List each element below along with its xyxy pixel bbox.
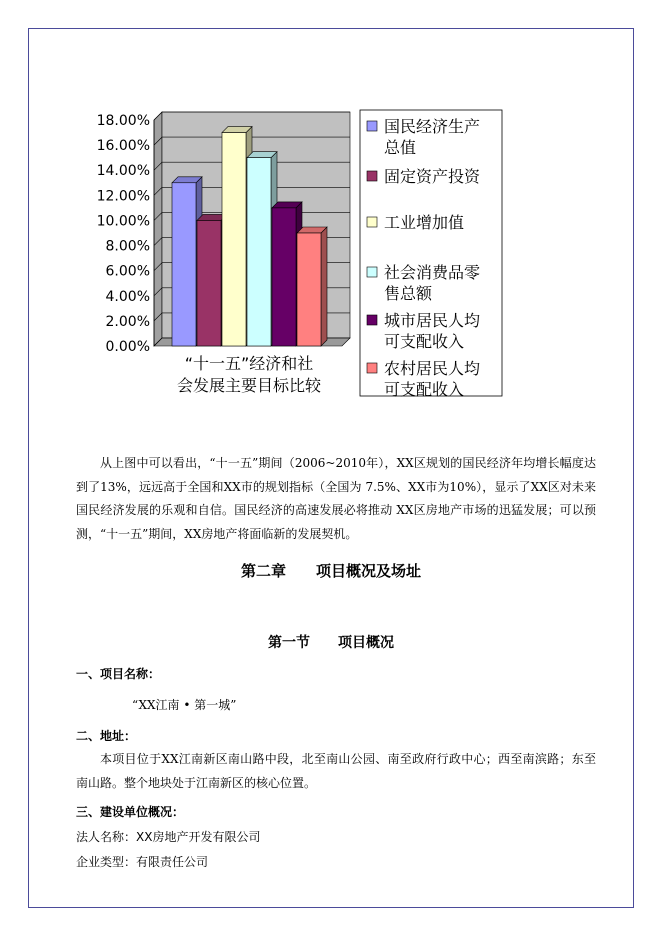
y-tick-label: 12.00% [96, 188, 150, 205]
legend-label: 固定资产投资 [384, 167, 481, 186]
heading-developer: 三、建设单位概况： [76, 805, 185, 819]
y-tick-label: 16.00% [96, 138, 150, 155]
x-axis-label: 会发展主要目标比较 [176, 376, 322, 395]
y-tick-label: 4.00% [105, 288, 150, 305]
legend-label: 社会消费品零 [384, 263, 481, 282]
bar [297, 233, 321, 346]
y-tick-label: 14.00% [96, 163, 150, 180]
address-paragraph: 本项目位于XX江南新区南山路中段，北至南山公园、南至政府行政中心；西至南滨路；东至南山路。整个地块处于江南新区的核心位置。 [76, 752, 596, 790]
y-tick-label: 6.00% [105, 263, 150, 280]
bar [197, 220, 221, 346]
y-tick-label: 0.00% [105, 339, 150, 355]
y-tick-label: 18.00% [96, 113, 150, 129]
section-title: 第一节 项目概况 [268, 635, 394, 651]
y-tick-label: 8.00% [105, 238, 150, 255]
legend-label: 国民经济生产 [384, 117, 481, 136]
heading-project-name: 一、项目名称： [76, 667, 161, 681]
legend-swatch [367, 217, 377, 227]
bar [222, 133, 246, 346]
company-type-line: 企业类型：有限责任公司 [76, 855, 209, 869]
legend-label: 城市居民人均 [384, 311, 481, 330]
bar [172, 183, 196, 346]
bar-chart [84, 104, 504, 404]
intro-paragraph: 从上图中可以看出，“十一五”期间（2006~2010年），XX区规划的国民经济年均增长幅度达到了13%，远远高于全国和XX市的规划指标（全国为 7.5%、XX市为10%），显示了XX区对未来国民经济发展的乐观和自信。国民经济的高速发展必将推动 XX区房地产市场的迅猛发展；可以预测，“十一五”期间，XX房地产将面临新的发展契机。 [76, 456, 596, 541]
legal-name-line: 法人名称：XX房地产开发有限公司 [76, 830, 261, 844]
bar [247, 158, 271, 346]
heading-address: 二、地址： [76, 729, 137, 743]
y-tick-label: 2.00% [105, 313, 150, 330]
legend-label: 售总额 [384, 284, 433, 303]
chart-side-wall [154, 112, 162, 346]
legend-label: 可支配收入 [384, 332, 465, 351]
legend-label: 农村居民人均 [384, 359, 481, 378]
bar-side [321, 227, 327, 346]
legend-label: 可支配收入 [384, 380, 465, 399]
project-name: “XX江南 • 第一城” [132, 698, 237, 712]
legend-swatch [367, 363, 377, 373]
legend-swatch [367, 121, 377, 131]
chapter-title: 第二章 项目概况及场址 [240, 562, 421, 580]
legend-swatch [367, 315, 377, 325]
legend-swatch [367, 267, 377, 277]
legend-label: 总值 [384, 138, 417, 157]
bar [272, 208, 296, 346]
legend-swatch [367, 171, 377, 181]
legend-box [360, 110, 502, 396]
x-axis-label: “十一五”经济和社 [184, 354, 314, 373]
legend-label: 工业增加值 [384, 213, 465, 232]
y-tick-label: 10.00% [96, 213, 150, 230]
